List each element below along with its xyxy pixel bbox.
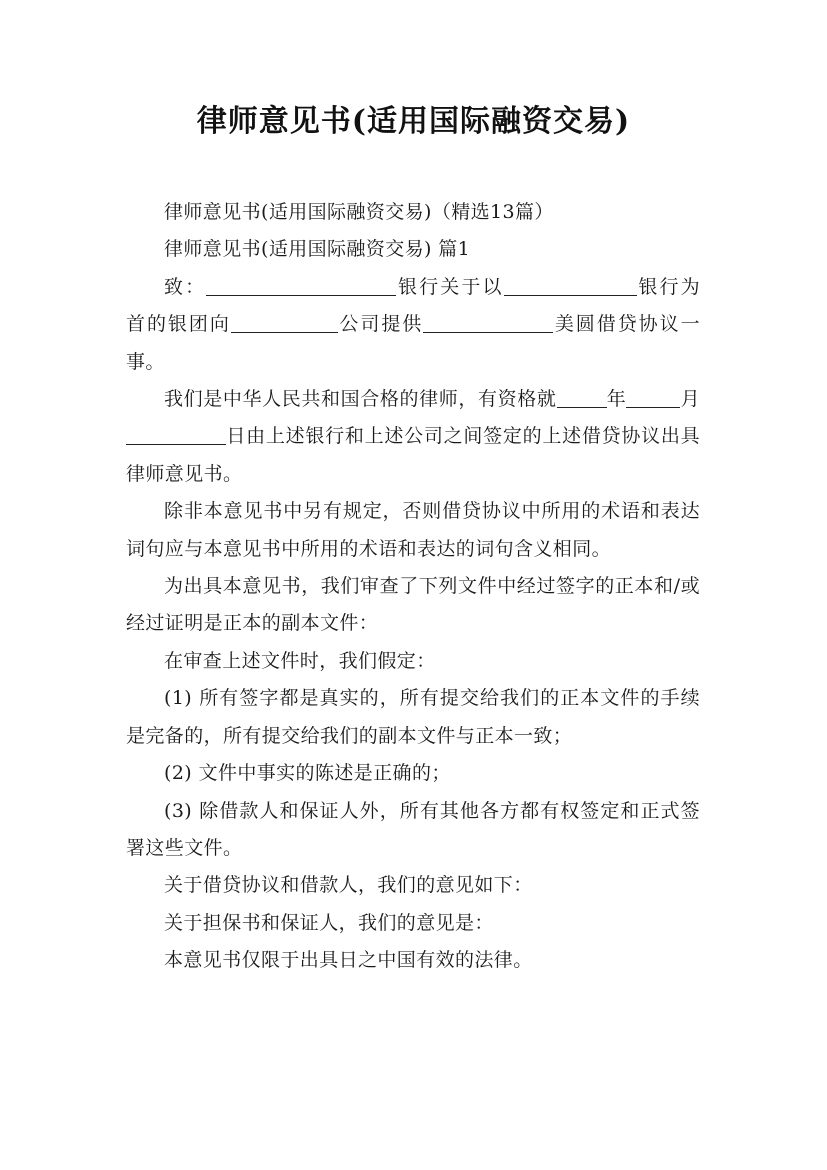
paragraph-qualification (126, 381, 700, 493)
paragraph-assume: 在审查上述文件时，我们假定： (164, 649, 436, 672)
document-body (126, 194, 700, 980)
blank-line (504, 276, 637, 296)
list-item-3: (3) 除借款人和保证人外，所有其他各方都有权签定和正式签署这些文件。 (126, 799, 700, 859)
text-segment: 日由上述银行和上述公司之间签定的上述借贷协议出具律师意见书。 (126, 425, 700, 485)
text-segment: 年 (606, 388, 627, 411)
section-heading: 律师意见书(适用国际融资交易) 篇1 (164, 238, 471, 261)
subtitle: 律师意见书(适用国际融资交易)（精选13篇） (164, 201, 554, 223)
text-segment: 月 (680, 388, 700, 411)
document-title: 律师意见书(适用国际融资交易) (196, 104, 631, 139)
blank-line (231, 313, 338, 333)
blank-line (557, 388, 607, 408)
paragraph-opinion-loan: 关于借贷协议和借款人，我们的意见如下： (164, 874, 533, 897)
paragraph-terms: 除非本意见书中另有规定，否则借贷协议中所用的术语和表达词句应与本意见书中所用的术语和表达的词句含义相同。 (126, 500, 700, 560)
paragraph-scope: 本意见书仅限于出具日之中国有效的法律。 (164, 949, 533, 972)
list-item-2: (2) 文件中事实的陈述是正确的； (164, 762, 451, 785)
text-segment: 银行为首的银团向 (126, 275, 700, 336)
list-item-1: (1) 所有签字都是真实的，所有提交给我们的正本文件的手续是完备的，所有提交给我们的副本文件与正本一致； (126, 687, 700, 747)
blank-line (126, 425, 226, 445)
text-segment: 美圆借贷协议一事。 (126, 313, 700, 373)
text-segment: 公司提供 (337, 313, 424, 336)
paragraph-address (126, 269, 700, 381)
blank-line (626, 388, 680, 408)
paragraph-opinion-guarantee: 关于担保书和保证人，我们的意见是： (164, 911, 494, 934)
blank-line (423, 313, 553, 333)
paragraph-review: 为出具本意见书，我们审查了下列文件中经过签字的正本和/或经过证明是正本的副本文件： (126, 575, 700, 635)
text-segment: 银行关于以 (396, 275, 504, 298)
text-segment: 致： (164, 275, 207, 298)
text-segment: 我们是中华人民共和国合格的律师，有资格就 (164, 388, 557, 411)
blank-line (206, 276, 396, 296)
